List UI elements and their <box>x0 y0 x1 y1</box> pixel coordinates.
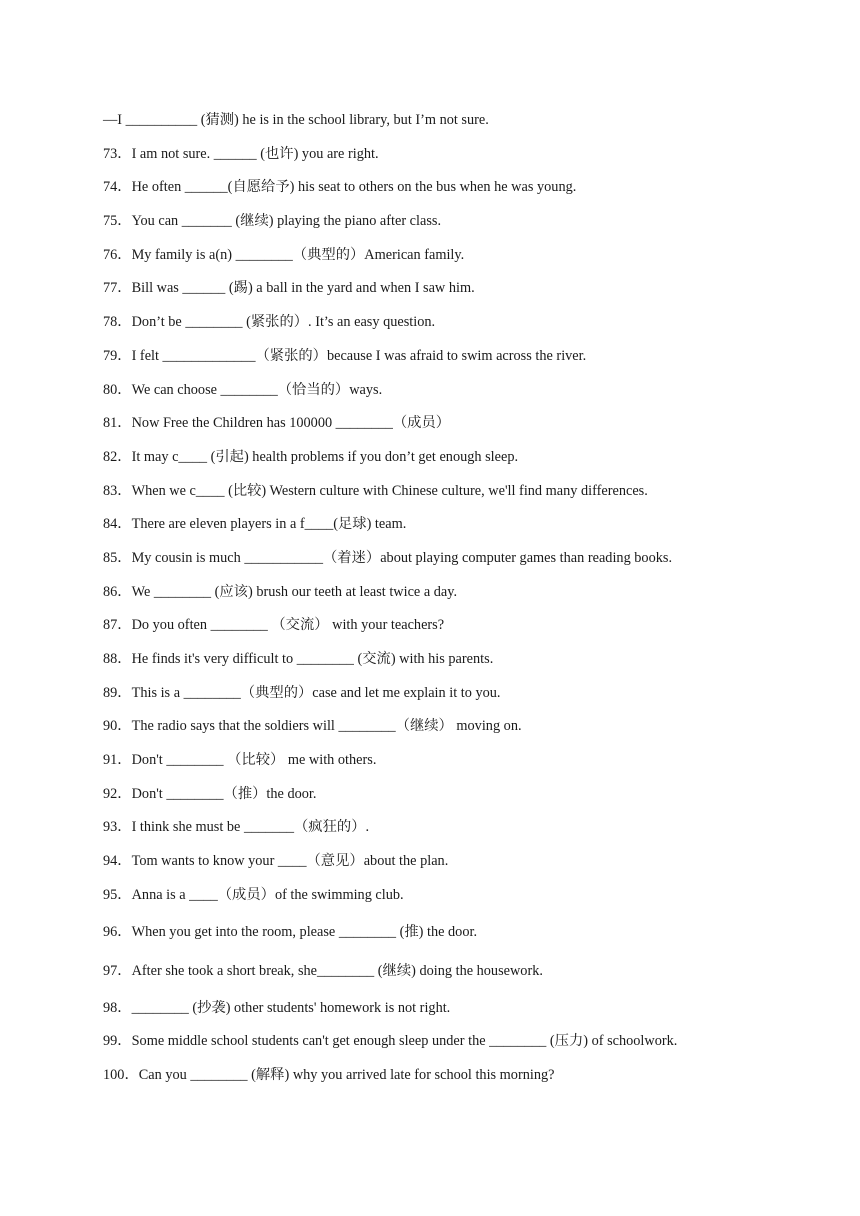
exercise-76: 76．My family is a(n) ________（典型的）American family. <box>103 246 465 263</box>
exercise-83: 83．When we c____ (比较) Western culture with Chinese culture, we'll find many differences. <box>103 482 648 499</box>
exercise-78: 78．Don’t be ________ (紧张的）. It’s an easy question. <box>103 314 436 331</box>
exercise-89: 89．This is a ________（典型的）case and let me explain it to you. <box>103 684 501 701</box>
exercise-79: 79．I felt _____________（紧张的）because I was afraid to swim across the river. <box>103 347 587 364</box>
exercise-84: 84．There are eleven players in a f____(足球) team. <box>103 516 407 533</box>
exercise-90: 90．The radio says that the soldiers will ________（继续） moving on. <box>103 718 522 735</box>
exercise-95: 95．Anna is a ____（成员）of the swimming club. <box>103 886 404 903</box>
exercise-77: 77．Bill was ______ (踢) a ball in the yard and when I saw him. <box>103 280 475 297</box>
exercise-96: 96．When you get into the room, please ________ (推) the door. <box>103 923 478 940</box>
exercise-88: 88．He finds it's very difficult to ________ (交流) with his parents. <box>103 651 494 667</box>
exercise-73: 73．I am not sure. ______ (也许) you are right. <box>103 145 379 162</box>
exercise-94: 94．Tom wants to know your ____（意见）about the plan. <box>103 853 449 870</box>
exercise-91: 91．Don't ________ （比较） me with others. <box>103 752 377 769</box>
exercise-81: 81．Now Free the Children has 100000 ________（成员） <box>103 415 451 432</box>
exercise-74: 74．He often ______(自愿给予) his seat to others on the bus when he was young. <box>103 179 577 196</box>
exercise-list <box>103 110 803 1099</box>
exercise-86: 86．We ________ (应该) brush our teeth at least twice a day. <box>103 583 458 600</box>
exercise-75: 75．You can _______ (继续) playing the piano after class. <box>103 213 442 230</box>
exercise-98: 98．________ (抄袭) other students' homework is not right. <box>103 999 451 1016</box>
exercise-line-continuation: —I __________ (猜测) he is in the school library, but I’m not sure. <box>103 112 489 128</box>
exercise-85: 85．My cousin is much ___________（着迷）about playing computer games than reading books. <box>103 549 673 566</box>
exercise-99: 99．Some middle school students can't get enough sleep under the ________ (压力) of schoolwork. <box>103 1033 678 1050</box>
exercise-97: 97．After she took a short break, she________ (继续) doing the housework. <box>103 963 543 979</box>
exercise-80: 80．We can choose ________（恰当的）ways. <box>103 381 383 398</box>
exercise-92: 92．Don't ________（推）the door. <box>103 785 317 802</box>
exercise-100: 100．Can you ________ (解释) why you arrived late for school this morning? <box>103 1066 555 1083</box>
exercise-93: 93．I think she must be _______（疯狂的）. <box>103 819 370 836</box>
exercise-87: 87．Do you often ________ （交流） with your teachers? <box>103 617 445 634</box>
exercise-82: 82．It may c____ (引起) health problems if you don’t get enough sleep. <box>103 448 519 465</box>
